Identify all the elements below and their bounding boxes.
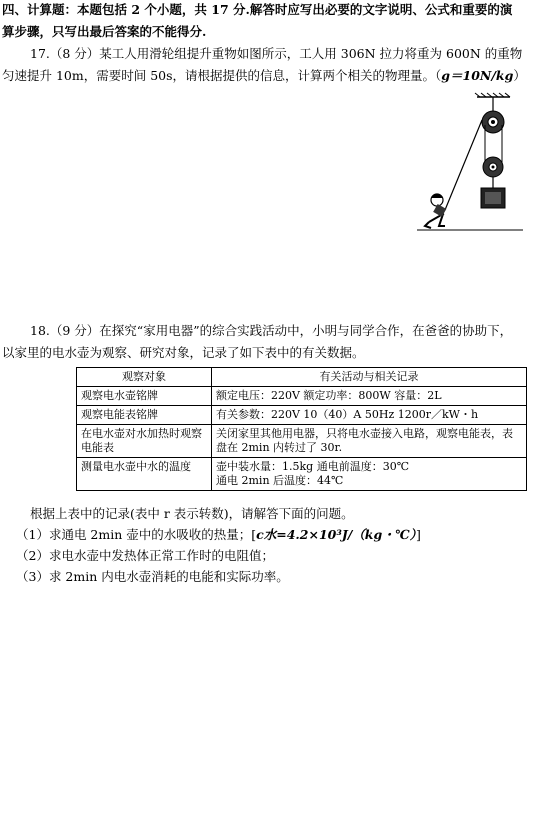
instructions-text: 根据上表中的记录(表中 r 表示转数)，请解答下面的问题。 bbox=[30, 506, 354, 521]
question-18-line1 bbox=[30, 323, 512, 339]
question-17-line2-text: 匀速提升 10m，需要时间 50s，请根据提供的信息，计算两个相关的物理量。（ bbox=[2, 68, 442, 83]
specific-heat-formula: c水=4.2×10³J/（kg・℃） bbox=[256, 527, 416, 542]
table-row bbox=[77, 387, 527, 406]
part1-end: ] bbox=[415, 527, 421, 542]
table-row bbox=[77, 406, 527, 425]
table-header-row bbox=[77, 368, 527, 387]
table-cell: 壶中装水量：1.5kg 通电前温度：30℃ 通电 2min 后温度：44℃ bbox=[212, 458, 527, 491]
question-18-line2: 以家里的电水壶为观察、研究对象，记录了如下表中的有关数据。 bbox=[2, 345, 365, 360]
question-17-line1: 17.（8 分）某工人用滑轮组提升重物如图所示，工人用 306N 拉力将重为 600N 的重物 bbox=[30, 46, 523, 61]
question-18-part2: （2）求电水壶中发热体正常工作时的电阻值； bbox=[16, 548, 274, 563]
question-18-part1 bbox=[16, 525, 421, 543]
question-18-line1-text: 18.（9 分）在探究“家用电器”的综合实践活动中，小明与同学合作，在爸爸的协助下， bbox=[30, 323, 513, 338]
table-cell: 观察电水壶铭牌 bbox=[77, 387, 212, 406]
table-cell: 额定电压：220V 额定功率：800W 容量：2L bbox=[212, 387, 527, 406]
question-17-line2 bbox=[2, 68, 526, 84]
table-cell: 在电水壶对水加热时观察电能表 bbox=[77, 425, 212, 458]
section-title-line2: 算步骤，只写出最后答案的不能得分. bbox=[2, 24, 207, 39]
section-title-line1: 四、计算题：本题包括 2 个小题，共 17 分.解答时应写出必要的文字说明、公式和重要的演 bbox=[2, 2, 513, 17]
record-table bbox=[76, 367, 527, 491]
table-cell: 观察电能表铭牌 bbox=[77, 406, 212, 425]
part1-text: （1）求通电 2min 壶中的水吸收的热量；[ bbox=[16, 527, 257, 542]
table-row bbox=[77, 458, 527, 491]
question-17-line2-end: ） bbox=[513, 68, 526, 83]
question-18-part3: （3）求 2min 内电水壶消耗的电能和实际功率。 bbox=[16, 569, 289, 584]
table-cell: 有关参数：220V 10（40）A 50Hz 1200r／kW・h bbox=[212, 406, 527, 425]
table-cell: 测量电水壶中水的温度 bbox=[77, 458, 212, 491]
table-header-cell: 观察对象 bbox=[77, 368, 212, 387]
table-header-cell: 有关活动与相关记录 bbox=[212, 368, 527, 387]
gravity-constant-formula: g＝10N/kg bbox=[441, 68, 514, 83]
table-row bbox=[77, 425, 527, 458]
table-cell: 关闭家里其他用电器，只将电水壶接入电路，观察电能表，表盘在 2min 内转过了 30r. bbox=[212, 425, 527, 458]
pulley-system-figure bbox=[415, 92, 525, 232]
